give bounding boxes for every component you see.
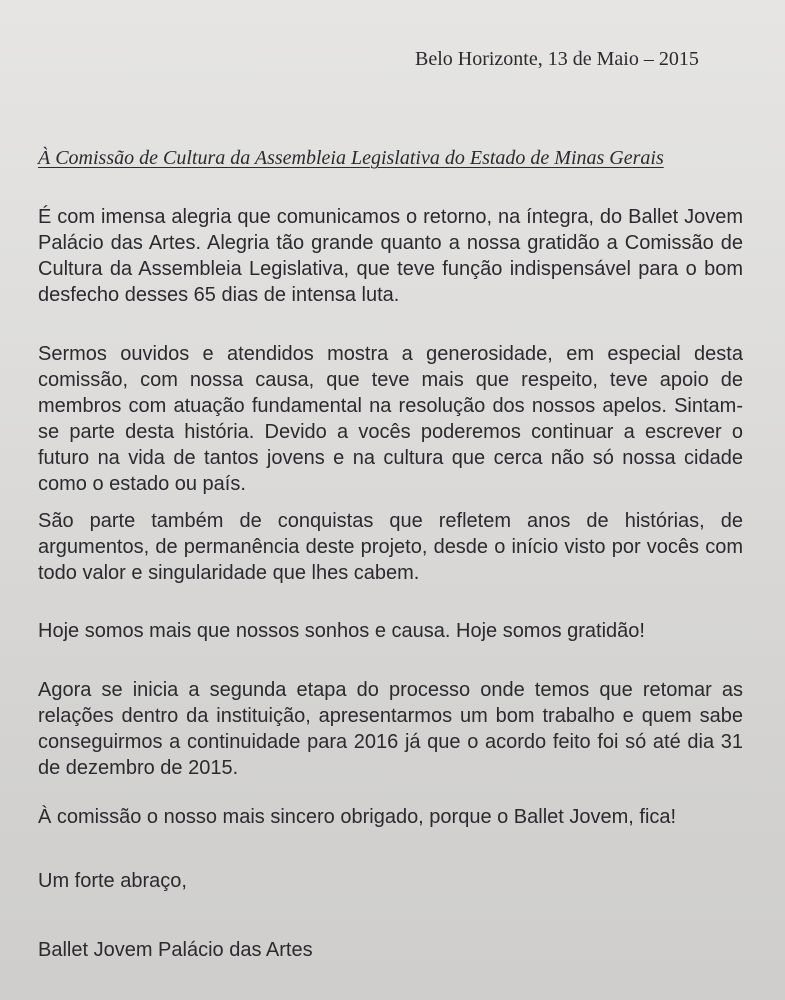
recipient-heading: À Comissão de Cultura da Assembleia Legislativa do Estado de Minas Gerais (38, 147, 664, 169)
paragraph-3: São parte também de conquistas que refletem anos de histórias, de argumentos, de permanência deste projeto, desde o início visto por vocês com todo valor e singularidade que lhes cabem. (38, 510, 743, 584)
paragraph-1: É com imensa alegria que comunicamos o retorno, na íntegra, do Ballet Jovem Palácio das Artes. Alegria tão grande quanto a nossa gratidão a Comissão de Cultura da Assembleia Legislativa, que teve função indispensável para o bom desfecho desses 65 dias de intensa luta. (38, 206, 743, 306)
closing-line: Um forte abraço, (38, 870, 187, 892)
paragraph-2: Sermos ouvidos e atendidos mostra a generosidade, em especial desta comissão, com nossa causa, que teve mais que respeito, teve apoio de membros com atuação fundamental na resolução dos nossos apelos. Sintam-se parte desta história. Devido a vocês poderemos continuar a escrever o futuro na vida de tantos jovens e na cultura que cerca não só nossa cidade como o estado ou país. (38, 343, 743, 495)
signature: Ballet Jovem Palácio das Artes (38, 939, 313, 961)
paragraph-5: Agora se inicia a segunda etapa do processo onde temos que retomar as relações dentro da instituição, apresentarmos um bom trabalho e quem sabe conseguirmos a continuidade para 2016 já que o acordo feito foi só até dia 31 de dezembro de 2015. (38, 679, 743, 779)
place-date: Belo Horizonte, 13 de Maio – 2015 (415, 48, 699, 70)
paragraph-6: À comissão o nosso mais sincero obrigado, porque o Ballet Jovem, fica! (38, 806, 677, 828)
paragraph-4: Hoje somos mais que nossos sonhos e causa. Hoje somos gratidão! (38, 620, 645, 642)
